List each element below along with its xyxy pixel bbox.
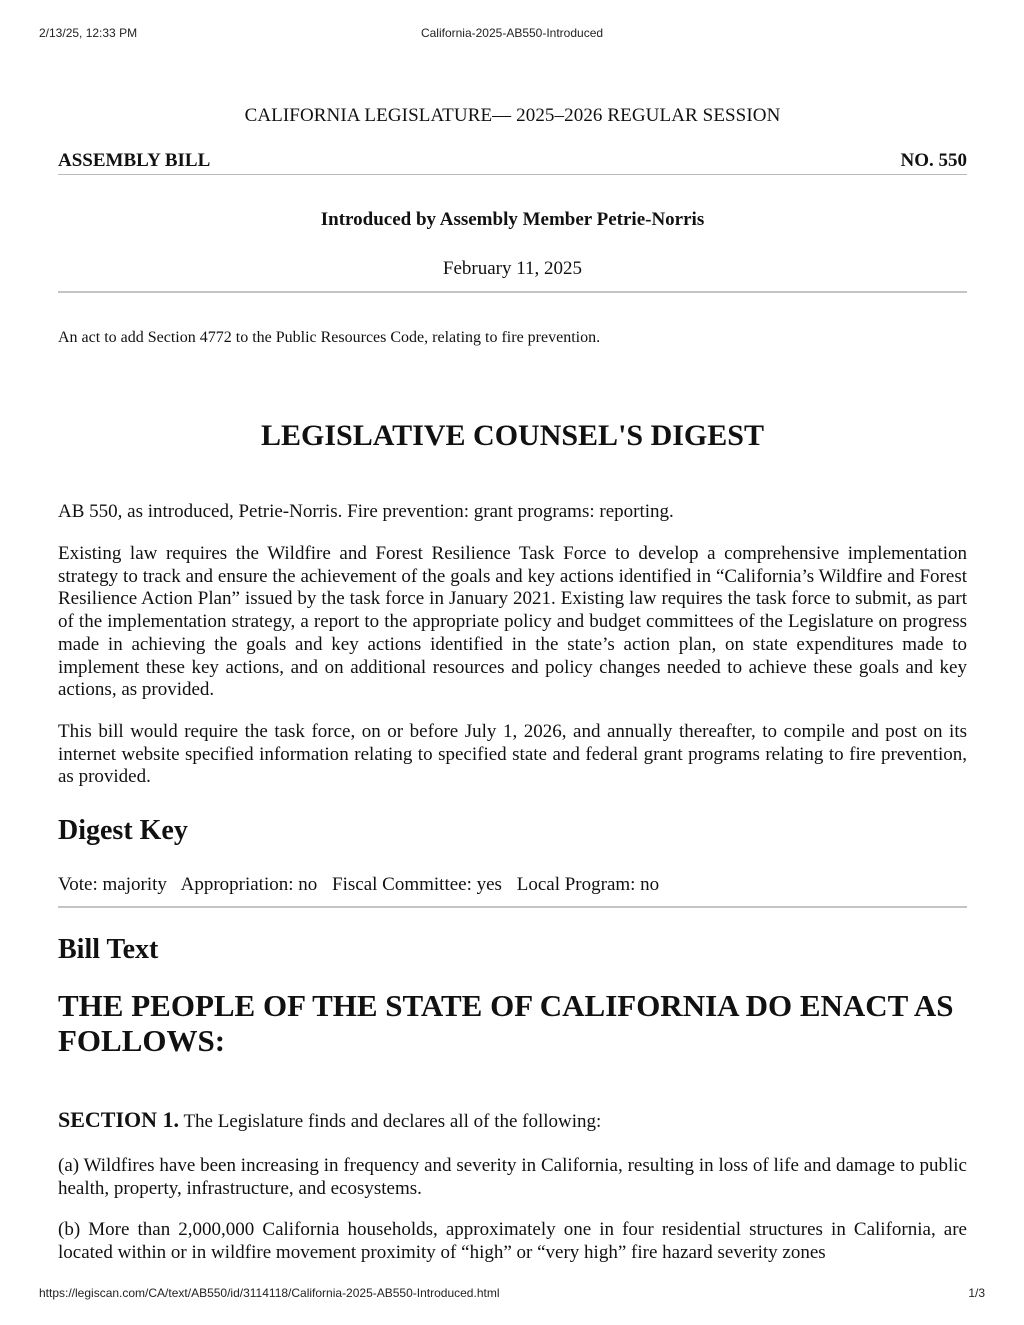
session-title: CALIFORNIA LEGISLATURE— 2025–2026 REGULAR SESSION [244, 105, 781, 126]
bill-identifier-row [58, 150, 967, 175]
introduced-by: Introduced by Assembly Member Petrie-Norris [320, 209, 705, 230]
digest-key-local-program: Local Program: no [516, 874, 660, 895]
print-document-title: California-2025-AB550-Introduced [420, 26, 604, 40]
digest-key-vote: Vote: majority [58, 874, 167, 895]
section-1-label: SECTION 1. [58, 1107, 180, 1132]
digest-paragraph-this-bill: This bill would require the task force, on or before July 1, 2026, and annually thereafter, to compile and post on its internet website specified information relating to specified state and federal grant programs relating to fire prevention, as provided. [58, 721, 967, 788]
digest-key-appropriation: Appropriation: no [180, 874, 318, 895]
act-description: An act to add Section 4772 to the Public Resources Code, relating to fire prevention. [58, 329, 601, 346]
digest-key-values [58, 874, 669, 896]
header-divider [58, 291, 967, 293]
section-1-paragraph-b: (b) More than 2,000,000 California households, approximately one in four residential structures in California, are located within or in wildfire movement proximity of “high” or “very high” fire hazard severity zones [58, 1219, 967, 1263]
bill-type: ASSEMBLY BILL [58, 150, 211, 171]
digest-key-divider [58, 906, 967, 908]
section-1-intro: The Legislature finds and declares all of the following: [179, 1111, 602, 1132]
digest-key-fiscal-committee: Fiscal Committee: yes [332, 874, 502, 895]
print-page-number: 1/3 [968, 1286, 985, 1300]
print-url: https://legiscan.com/CA/text/AB550/id/3114118/California-2025-AB550-Introduced.html [39, 1286, 500, 1300]
section-1 [58, 1107, 601, 1135]
section-1-paragraph-a: (a) Wildfires have been increasing in frequency and severity in California, resulting in loss of life and damage to public health, property, infrastructure, and ecosystems. [58, 1155, 967, 1199]
introduced-date: February 11, 2025 [442, 258, 583, 279]
digest-heading: LEGISLATIVE COUNSEL'S DIGEST [261, 419, 764, 452]
digest-key-heading: Digest Key [58, 815, 188, 846]
bill-text-heading: Bill Text [58, 934, 159, 965]
digest-summary: AB 550, as introduced, Petrie-Norris. Fire prevention: grant programs: reporting. [58, 501, 674, 522]
digest-paragraph-existing-law: Existing law requires the Wildfire and Forest Resilience Task Force to develop a comprehensive implementation strategy to track and ensure the achievement of the goals and key actions identified in “California’s Wildfire and Forest Resilience Action Plan” issued by the task force in January 2021. Existing law requires the task force to submit, as part of the implementation strategy, a report to the appropriate policy and budget committees of the Legislature on progress made in achieving the goals and key actions identified in the state’s action plan, on state expenditures made to implement these key actions, and on additional resources and policy changes needed to achieve these goals and key actions, as provided. [58, 543, 967, 701]
print-datetime: 2/13/25, 12:33 PM [39, 26, 138, 40]
bill-number: NO. 550 [900, 150, 967, 171]
enacting-clause: THE PEOPLE OF THE STATE OF CALIFORNIA DO ENACT AS FOLLOWS: [58, 988, 954, 1058]
